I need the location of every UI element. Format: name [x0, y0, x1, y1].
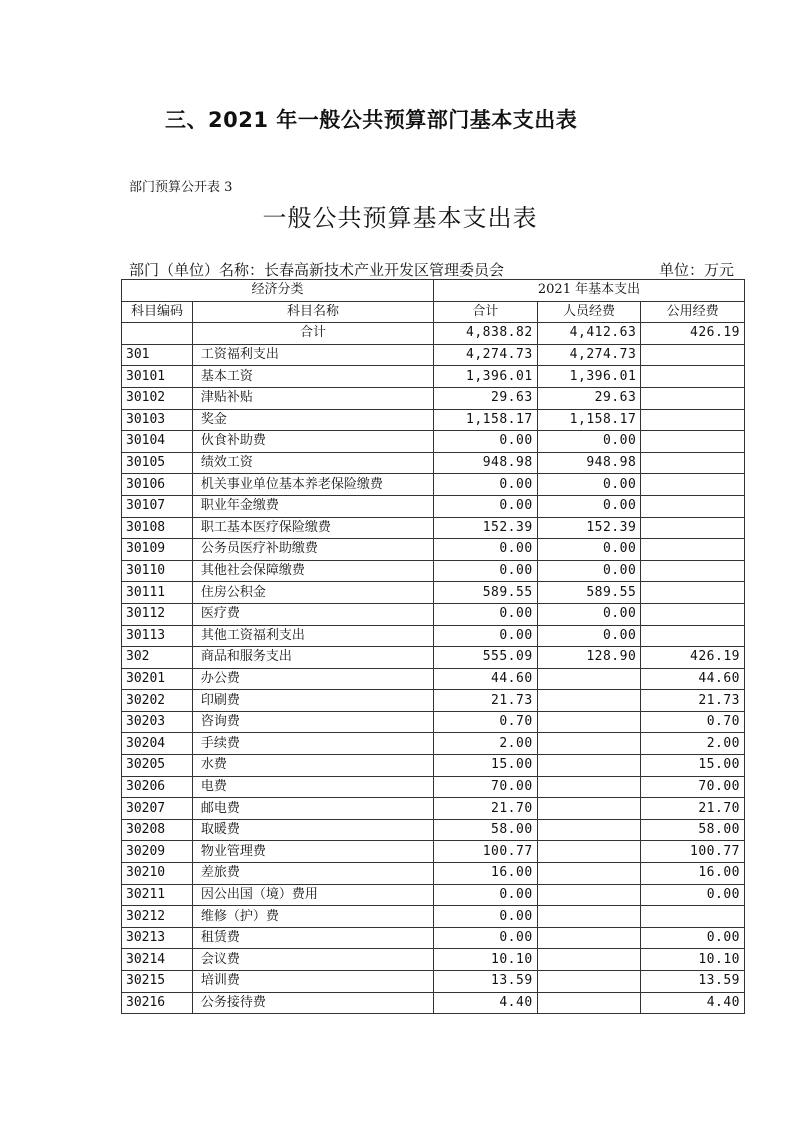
personnel-cell: [537, 927, 641, 949]
code-cell: 30104: [122, 431, 193, 453]
personnel-cell: 128.90: [537, 647, 641, 669]
total-cell: 0.00: [434, 431, 538, 453]
name-cell: 维修（护）费: [192, 906, 433, 928]
public-cell: [641, 387, 745, 409]
code-cell: 30102: [122, 387, 193, 409]
table-row: [122, 603, 745, 625]
table-row: [122, 776, 745, 798]
table-row: [122, 431, 745, 453]
public-cell: [641, 625, 745, 647]
total-cell: 0.00: [434, 603, 538, 625]
code-cell: 30113: [122, 625, 193, 647]
department-name: 部门（单位）名称：长春高新技术产业开发区管理委员会: [129, 261, 505, 279]
personnel-cell: 0.00: [537, 603, 641, 625]
public-cell: [641, 452, 745, 474]
table-row: [122, 647, 745, 669]
name-cell: 办公费: [192, 668, 433, 690]
code-cell: 30208: [122, 819, 193, 841]
personnel-cell: [537, 798, 641, 820]
personnel-cell: 152.39: [537, 517, 641, 539]
public-cell: [641, 560, 745, 582]
name-cell: 住房公积金: [192, 582, 433, 604]
total-cell: 0.70: [434, 711, 538, 733]
code-cell: 30203: [122, 711, 193, 733]
name-cell: 其他工资福利支出: [192, 625, 433, 647]
name-cell: 咨询费: [192, 711, 433, 733]
personnel-cell: 0.00: [537, 560, 641, 582]
total-public: 426.19: [641, 323, 745, 345]
personnel-cell: [537, 884, 641, 906]
public-cell: 44.60: [641, 668, 745, 690]
header-econ-class: 经济分类: [122, 280, 434, 302]
public-cell: [641, 539, 745, 561]
name-cell: 手续费: [192, 733, 433, 755]
name-cell: 绩效工资: [192, 452, 433, 474]
total-cell: 589.55: [434, 582, 538, 604]
table-number: 部门预算公开表 3: [129, 180, 233, 195]
name-cell: 公务员医疗补助缴费: [192, 539, 433, 561]
table-row: [122, 906, 745, 928]
personnel-cell: [537, 776, 641, 798]
header-basic-expenditure: 2021 年基本支出: [434, 280, 745, 302]
total-cell: 21.70: [434, 798, 538, 820]
public-cell: 13.59: [641, 971, 745, 993]
table-row: [122, 755, 745, 777]
code-cell: 30111: [122, 582, 193, 604]
total-cell: 1,396.01: [434, 366, 538, 388]
code-cell: 30212: [122, 906, 193, 928]
total-row: [122, 323, 745, 345]
section-title: 三、2021 年一般公共预算部门基本支出表: [165, 108, 578, 132]
table-body: [122, 323, 745, 1014]
name-cell: 商品和服务支出: [192, 647, 433, 669]
code-cell: 30103: [122, 409, 193, 431]
total-cell: 16.00: [434, 863, 538, 885]
total-cell: 0.00: [434, 884, 538, 906]
name-cell: 取暖费: [192, 819, 433, 841]
code-cell: 30211: [122, 884, 193, 906]
page-title: 一般公共预算基本支出表: [262, 204, 538, 232]
public-cell: 15.00: [641, 755, 745, 777]
total-cell: 555.09: [434, 647, 538, 669]
public-cell: [641, 344, 745, 366]
public-cell: [641, 517, 745, 539]
code-cell: 302: [122, 647, 193, 669]
name-cell: 基本工资: [192, 366, 433, 388]
total-cell: 0.00: [434, 560, 538, 582]
name-cell: 医疗费: [192, 603, 433, 625]
header-code: 科目编码: [122, 301, 193, 323]
table-row: [122, 668, 745, 690]
public-cell: [641, 603, 745, 625]
table-row: [122, 711, 745, 733]
name-cell: 职工基本医疗保险缴费: [192, 517, 433, 539]
public-cell: [641, 906, 745, 928]
public-cell: 0.00: [641, 927, 745, 949]
name-cell: 物业管理费: [192, 841, 433, 863]
public-cell: 100.77: [641, 841, 745, 863]
table-row: [122, 841, 745, 863]
table-row: [122, 690, 745, 712]
personnel-cell: 29.63: [537, 387, 641, 409]
public-cell: [641, 409, 745, 431]
table-row: [122, 560, 745, 582]
public-cell: 21.73: [641, 690, 745, 712]
public-cell: 426.19: [641, 647, 745, 669]
total-cell: 0.00: [434, 495, 538, 517]
total-cell: 0.00: [434, 906, 538, 928]
total-cell: 15.00: [434, 755, 538, 777]
name-cell: 培训费: [192, 971, 433, 993]
table-row: [122, 798, 745, 820]
table-row: [122, 474, 745, 496]
personnel-cell: 0.00: [537, 431, 641, 453]
name-cell: 电费: [192, 776, 433, 798]
public-cell: [641, 474, 745, 496]
total-label: 合计: [192, 323, 433, 345]
code-cell: 30213: [122, 927, 193, 949]
name-cell: 印刷费: [192, 690, 433, 712]
code-cell: 30209: [122, 841, 193, 863]
name-cell: 奖金: [192, 409, 433, 431]
personnel-cell: [537, 971, 641, 993]
total-cell: 4.40: [434, 992, 538, 1014]
total-cell: 0.00: [434, 625, 538, 647]
header-row-2: [122, 301, 745, 323]
code-cell: 30107: [122, 495, 193, 517]
name-cell: 机关事业单位基本养老保险缴费: [192, 474, 433, 496]
name-cell: 工资福利支出: [192, 344, 433, 366]
table-row: [122, 539, 745, 561]
table-row: [122, 971, 745, 993]
table-row: [122, 819, 745, 841]
total-cell: 10.10: [434, 949, 538, 971]
code-cell: 30108: [122, 517, 193, 539]
total-cell: 0.00: [434, 927, 538, 949]
personnel-cell: 4,274.73: [537, 344, 641, 366]
table-row: [122, 992, 745, 1014]
code-cell: 30112: [122, 603, 193, 625]
total-code-cell: [122, 323, 193, 345]
total-cell: 21.73: [434, 690, 538, 712]
table-row: [122, 366, 745, 388]
public-cell: [641, 495, 745, 517]
name-cell: 邮电费: [192, 798, 433, 820]
public-cell: 58.00: [641, 819, 745, 841]
code-cell: 30105: [122, 452, 193, 474]
name-cell: 租赁费: [192, 927, 433, 949]
table-row: [122, 387, 745, 409]
public-cell: [641, 431, 745, 453]
public-cell: 4.40: [641, 992, 745, 1014]
public-cell: 2.00: [641, 733, 745, 755]
table-row: [122, 625, 745, 647]
public-cell: 21.70: [641, 798, 745, 820]
table-row: [122, 452, 745, 474]
public-cell: 10.10: [641, 949, 745, 971]
name-cell: 会议费: [192, 949, 433, 971]
total-cell: 0.00: [434, 539, 538, 561]
expenditure-table: [121, 279, 745, 1014]
table-row: [122, 409, 745, 431]
table-row: [122, 344, 745, 366]
header-personnel: 人员经费: [537, 301, 641, 323]
name-cell: 差旅费: [192, 863, 433, 885]
code-cell: 30110: [122, 560, 193, 582]
personnel-cell: 1,158.17: [537, 409, 641, 431]
code-cell: 30215: [122, 971, 193, 993]
personnel-cell: [537, 906, 641, 928]
personnel-cell: 948.98: [537, 452, 641, 474]
total-total: 4,838.82: [434, 323, 538, 345]
personnel-cell: 589.55: [537, 582, 641, 604]
public-cell: 70.00: [641, 776, 745, 798]
public-cell: 0.70: [641, 711, 745, 733]
personnel-cell: 0.00: [537, 539, 641, 561]
name-cell: 因公出国（境）费用: [192, 884, 433, 906]
total-cell: 70.00: [434, 776, 538, 798]
table-row: [122, 884, 745, 906]
public-cell: 16.00: [641, 863, 745, 885]
personnel-cell: 0.00: [537, 474, 641, 496]
code-cell: 30216: [122, 992, 193, 1014]
code-cell: 30201: [122, 668, 193, 690]
header-total: 合计: [434, 301, 538, 323]
personnel-cell: [537, 819, 641, 841]
total-personnel: 4,412.63: [537, 323, 641, 345]
personnel-cell: [537, 863, 641, 885]
code-cell: 30106: [122, 474, 193, 496]
total-cell: 44.60: [434, 668, 538, 690]
public-cell: 0.00: [641, 884, 745, 906]
code-cell: 30210: [122, 863, 193, 885]
total-cell: 0.00: [434, 474, 538, 496]
personnel-cell: 0.00: [537, 625, 641, 647]
total-cell: 948.98: [434, 452, 538, 474]
code-cell: 30207: [122, 798, 193, 820]
code-cell: 30109: [122, 539, 193, 561]
public-cell: [641, 366, 745, 388]
total-cell: 4,274.73: [434, 344, 538, 366]
personnel-cell: [537, 992, 641, 1014]
code-cell: 30205: [122, 755, 193, 777]
total-cell: 1,158.17: [434, 409, 538, 431]
personnel-cell: [537, 755, 641, 777]
total-cell: 58.00: [434, 819, 538, 841]
table-row: [122, 927, 745, 949]
code-cell: 30214: [122, 949, 193, 971]
personnel-cell: [537, 668, 641, 690]
code-cell: 30206: [122, 776, 193, 798]
name-cell: 其他社会保障缴费: [192, 560, 433, 582]
header-name: 科目名称: [192, 301, 433, 323]
code-cell: 30101: [122, 366, 193, 388]
table-row: [122, 863, 745, 885]
header-row-1: [122, 280, 745, 302]
total-cell: 152.39: [434, 517, 538, 539]
table-row: [122, 495, 745, 517]
personnel-cell: [537, 733, 641, 755]
code-cell: 301: [122, 344, 193, 366]
personnel-cell: [537, 711, 641, 733]
personnel-cell: 0.00: [537, 495, 641, 517]
personnel-cell: [537, 949, 641, 971]
total-cell: 13.59: [434, 971, 538, 993]
code-cell: 30204: [122, 733, 193, 755]
table-row: [122, 733, 745, 755]
total-cell: 100.77: [434, 841, 538, 863]
name-cell: 水费: [192, 755, 433, 777]
code-cell: 30202: [122, 690, 193, 712]
header-public: 公用经费: [641, 301, 745, 323]
name-cell: 职业年金缴费: [192, 495, 433, 517]
name-cell: 津贴补贴: [192, 387, 433, 409]
table-row: [122, 517, 745, 539]
name-cell: 伙食补助费: [192, 431, 433, 453]
table-row: [122, 949, 745, 971]
unit-label: 单位：万元: [658, 261, 734, 279]
name-cell: 公务接待费: [192, 992, 433, 1014]
public-cell: [641, 582, 745, 604]
personnel-cell: [537, 841, 641, 863]
personnel-cell: [537, 690, 641, 712]
total-cell: 29.63: [434, 387, 538, 409]
total-cell: 2.00: [434, 733, 538, 755]
table-row: [122, 582, 745, 604]
personnel-cell: 1,396.01: [537, 366, 641, 388]
